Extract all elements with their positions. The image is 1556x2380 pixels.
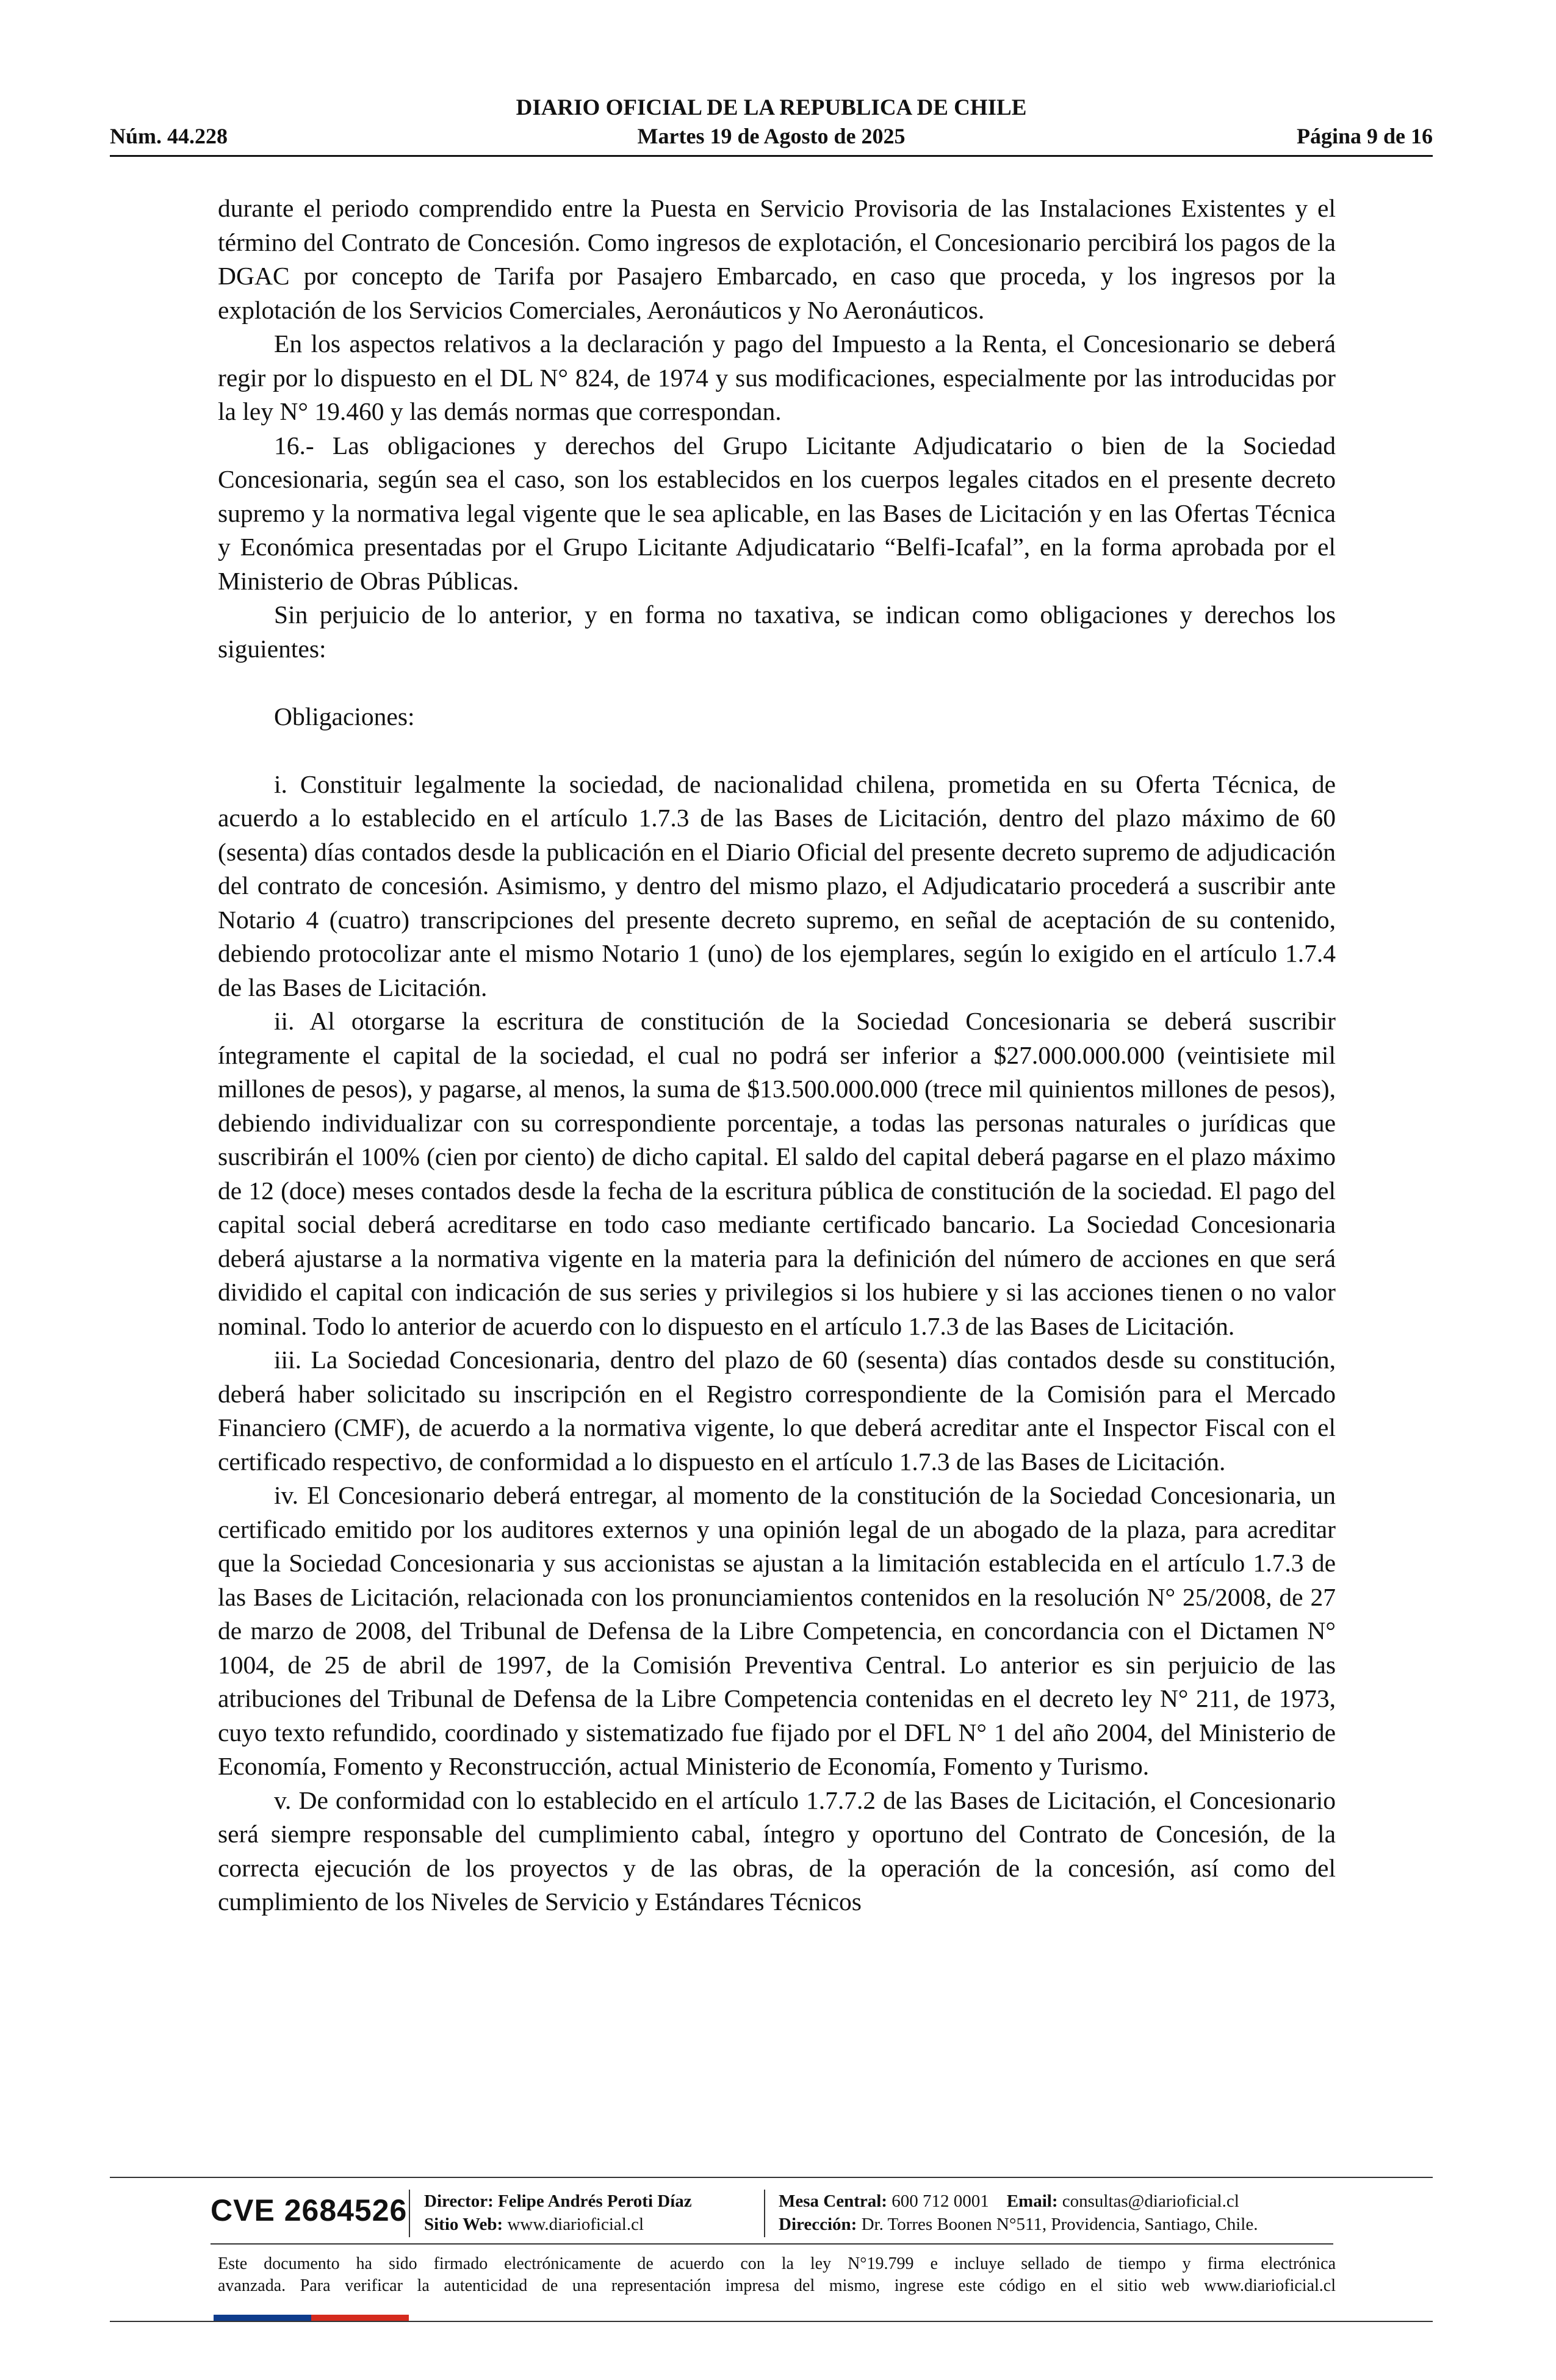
director-name: Felipe Andrés Peroti Díaz [498, 2191, 692, 2211]
document-body [218, 192, 1336, 1919]
paragraph: iv. El Concesionario deberá entregar, al momento de la constitución de la Sociedad Concesionaria, un certificado emitido por los auditores externos y una opinión legal de un abogado de la plaza, para acreditar que la Sociedad Concesionaria y sus accionistas se ajustan a la limitación establecida en el artículo 1.7.3 de las Bases de Licitación, relacionada con los pronunciamientos contenidos en la resolución N° 25/2008, de 27 de marzo de 2008, del Tribunal de Defensa de la Libre Competencia, en concordancia con el Dictamen N° 1004, de 25 de abril de 1997, de la Comisión Preventiva Central. Lo anterior es sin perjuicio de las atribuciones del Tribunal de Defensa de la Libre Competencia contenidas en el decreto ley N° 211, de 1973, cuyo texto refundido, coordinado y sistematizado fue fijado por el DFL N° 1 del año 2004, del Ministerio de Economía, Fomento y Reconstrucción, actual Ministerio de Economía, Fomento y Turismo. [218, 1481, 1336, 1780]
footer-divider [110, 2177, 1433, 2178]
paragraph: Sin perjuicio de lo anterior, y en forma no taxativa, se indican como obligaciones y derechos los siguientes: [218, 600, 1336, 663]
phone-label: Mesa Central: [779, 2191, 887, 2211]
footer-divider-inner [211, 2243, 1333, 2245]
spacer [218, 734, 1336, 768]
signature-disclaimer [218, 2253, 1336, 2297]
header-meta-row [110, 121, 1433, 151]
phone-number: 600 712 0001 [891, 2191, 989, 2211]
flag-stripe-blue [214, 2315, 311, 2321]
paragraph: i. Constituir legalmente la sociedad, de nacionalidad chilena, prometida en su Oferta Técnica, de acuerdo a lo establecido en el artículo 1.7.3 de las Bases de Licitación, dentro del plazo máximo de 60 (sesenta) días contados desde la publicación en el Diario Oficial del presente decreto supremo de adjudicación del contrato de concesión. Asimismo, y dentro del mismo plazo, el Adjudicatario procederá a suscribir ante Notario 4 (cuatro) transcripciones del presente decreto supremo, en señal de aceptación de su contenido, debiendo protocolizar ante el mismo Notario 1 (uno) de los ejemplares, según lo exigido en el artículo 1.7.4 de las Bases de Licitación. [218, 770, 1336, 1001]
disclaimer-line: Este documento ha sido firmado electrónicamente de acuerdo con la ley N°19.799 e incluye sellado de tiempo y firma electrónica [218, 2254, 1336, 2273]
page-indicator: Página 9 de 16 [1296, 124, 1433, 148]
footer-contact-block [779, 2190, 1258, 2236]
footer-bottom-divider [110, 2321, 1433, 2322]
flag-stripe-red [311, 2315, 409, 2321]
cve-code: CVE 2684526 [211, 2193, 408, 2227]
paragraph: v. De conformidad con lo establecido en el artículo 1.7.7.2 de las Bases de Licitación, el Concesionario será siempre responsable del cumplimiento cabal, íntegro y oportuno del Contrato de Concesión, de la correcta ejecución de los proyectos y de las obras, de la operación de la concesión, así como del cumplimiento de los Niveles de Servicio y Estándares Técnicos [218, 1786, 1336, 1916]
section-heading: Obligaciones: [274, 702, 415, 730]
paragraph: durante el periodo comprendido entre la Puesta en Servicio Provisoria de las Instalaciones Existentes y el término del Contrato de Concesión. Como ingresos de explotación, el Concesionario percibirá los pagos de la DGAC por concepto de Tarifa por Pasajero Embarcado, en caso que proceda, y los ingresos por la explotación de los Servicios Comerciales, Aeronáuticos y No Aeronáuticos. [218, 194, 1336, 324]
footer-separator [409, 2190, 410, 2237]
paragraph: En los aspectos relativos a la declaración y pago del Impuesto a la Renta, el Concesionario se deberá regir por lo dispuesto en el DL N° 824, de 1974 y sus modificaciones, especialmente por las introducidas por la ley N° 19.460 y las demás normas que correspondan. [218, 330, 1336, 425]
page-header [110, 93, 1433, 160]
disclaimer-line: avanzada. Para verificar la autenticidad de una representación impresa del mismo, ingrese este código en el sitio web www.diarioficial.cl [218, 2276, 1336, 2295]
publication-title: DIARIO OFICIAL DE LA REPUBLICA DE CHILE [516, 95, 1027, 120]
website-link[interactable]: www.diarioficial.cl [507, 2215, 644, 2234]
address-text: Dr. Torres Boonen N°511, Providencia, Santiago, Chile. [861, 2215, 1258, 2234]
paragraph: iii. La Sociedad Concesionaria, dentro del plazo de 60 (sesenta) días contados desde su constitución, deberá haber solicitado su inscripción en el Registro correspondiente de la Comisión para el Mercado Financiero (CMF), de acuerdo a la normativa vigente, lo que deberá acreditar ante el Inspector Fiscal con el certificado respectivo, de conformidad a lo dispuesto en el artículo 1.7.3 de las Bases de Licitación. [218, 1346, 1336, 1476]
paragraph: 16.- Las obligaciones y derechos del Grupo Licitante Adjudicatario o bien de la Sociedad Concesionaria, según sea el caso, son los establecidos en los cuerpos legales citados en el presente decreto supremo y la normativa legal vigente que le sea aplicable, en las Bases de Licitación y en las Ofertas Técnica y Económica presentadas por el Grupo Licitante Adjudicatario “Belfi-Icafal”, en la forma aprobada por el Ministerio de Obras Públicas. [218, 431, 1336, 595]
footer-separator [764, 2190, 765, 2237]
footer-director-block [424, 2190, 692, 2236]
paragraph: ii. Al otorgarse la escritura de constitución de la Sociedad Concesionaria se deberá suscribir íntegramente el capital de la sociedad, el cual no podrá ser inferior a $27.000.000.000 (veintisiete mil millones de pesos), y pagarse, al menos, la suma de $13.500.000.000 (trece mil quinientos millones de pesos), debiendo individualizar con su correspondiente porcentaje, a todas las personas naturales o jurídicas que suscribirán el 100% (cien por ciento) de dicho capital. El saldo del capital deberá pagarse en el plazo máximo de 12 (doce) meses contados desde la fecha de la escritura pública de constitución de la sociedad. El pago del capital social deberá acreditarse en todo caso mediante certificado bancario. La Sociedad Concesionaria deberá ajustarse a la normativa vigente en la materia para la definición del número de acciones en que será dividido el capital con indicación de sus series y privilegios si los hubiere y si las acciones tienen o no valor nominal. Todo lo anterior de acuerdo con lo dispuesto en el artículo 1.7.3 de las Bases de Licitación. [218, 1007, 1336, 1340]
issue-number: Núm. 44.228 [110, 124, 228, 148]
website-label: Sitio Web: [424, 2215, 503, 2234]
director-label: Director: [424, 2191, 494, 2211]
header-divider [110, 155, 1433, 157]
email-label: Email: [1006, 2191, 1058, 2211]
email-link[interactable]: consultas@diarioficial.cl [1062, 2191, 1239, 2211]
spacer [218, 666, 1336, 700]
address-label: Dirección: [779, 2215, 857, 2234]
issue-date: Martes 19 de Agosto de 2025 [637, 124, 906, 148]
